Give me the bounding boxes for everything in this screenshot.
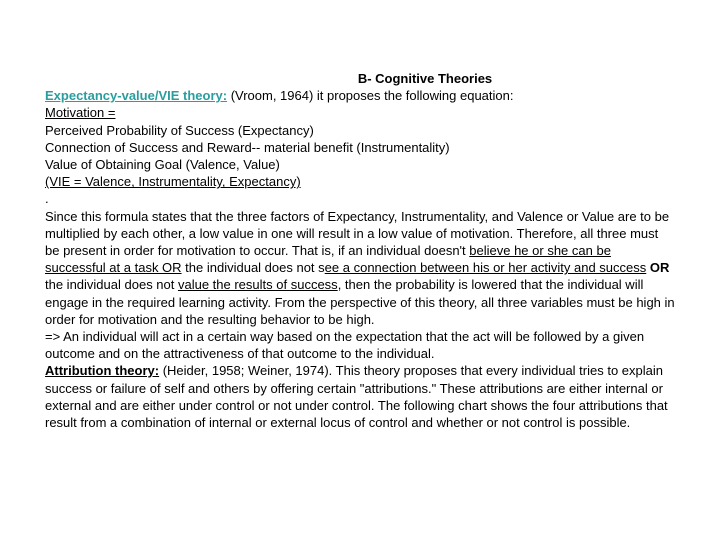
expectancy-explanation-paragraph [45, 208, 675, 328]
attribution-paragraph [45, 362, 675, 431]
para-text-4: the individual does not [45, 277, 178, 293]
expectancy-conclusion: => An individual will act in a certain way based on the expectation that the act will be followed by a given outcome and on the attractiveness of that outcome to the individual. [45, 329, 645, 362]
equation-item-valence: Value of Obtaining Goal (Valence, Value) [45, 157, 280, 173]
expectancy-intro-text: (Vroom, 1964) it proposes the following equation: [227, 88, 514, 104]
attribution-text: (Heider, 1958; Weiner, 1974). This theory proposes that every individual tries to explain success or failure of self and others by offering certain "attributions." These attributions are either internal or external and are either under control or not under control. The following chart shows the four attributions that result from a combination of internal or external locus of control and whether or not control is possible. [45, 363, 668, 431]
bold-or: OR [649, 260, 670, 276]
expectancy-intro-line [45, 87, 675, 104]
document-body [45, 70, 675, 431]
para-text-5: , then the probability is lowered that the individual will engage in the required learning activity. From the perspective of this theory, all three variables must be high in order for motivation and the resulting behavior to be high. [45, 277, 675, 327]
separator-dot: . [45, 191, 49, 207]
equation-item-expectancy: Perceived Probability of Success (Expectancy) [45, 122, 314, 138]
equation-item-instrumentality: Connection of Success and Reward-- material benefit (Instrumentality) [45, 139, 450, 155]
page-title: B- Cognitive Theories [357, 71, 493, 86]
expectancy-theory-heading: Expectancy-value/VIE theory: [45, 88, 228, 104]
underlined-value-results: value the results of success [177, 277, 338, 293]
underlined-belief: believe he or she can be successful at a task OR [45, 243, 611, 276]
vie-definition: (VIE = Valence, Instrumentality, Expectancy) [45, 174, 301, 190]
motivation-label: Motivation = [45, 105, 116, 121]
underlined-connection: ee a connection between his or her activity and success [324, 260, 647, 276]
attribution-theory-heading: Attribution theory: [45, 363, 160, 379]
para-text-2: the individual does not s [181, 260, 325, 276]
para-text-1: Since this formula states that the three factors of Expectancy, Instrumentality, and Valence or Value are to be multiplied by each other, a low value in one will result in a low value of motivation. Therefore, all three must be present in order for motivation to occur. That is, if an individual doesn't [45, 208, 670, 259]
